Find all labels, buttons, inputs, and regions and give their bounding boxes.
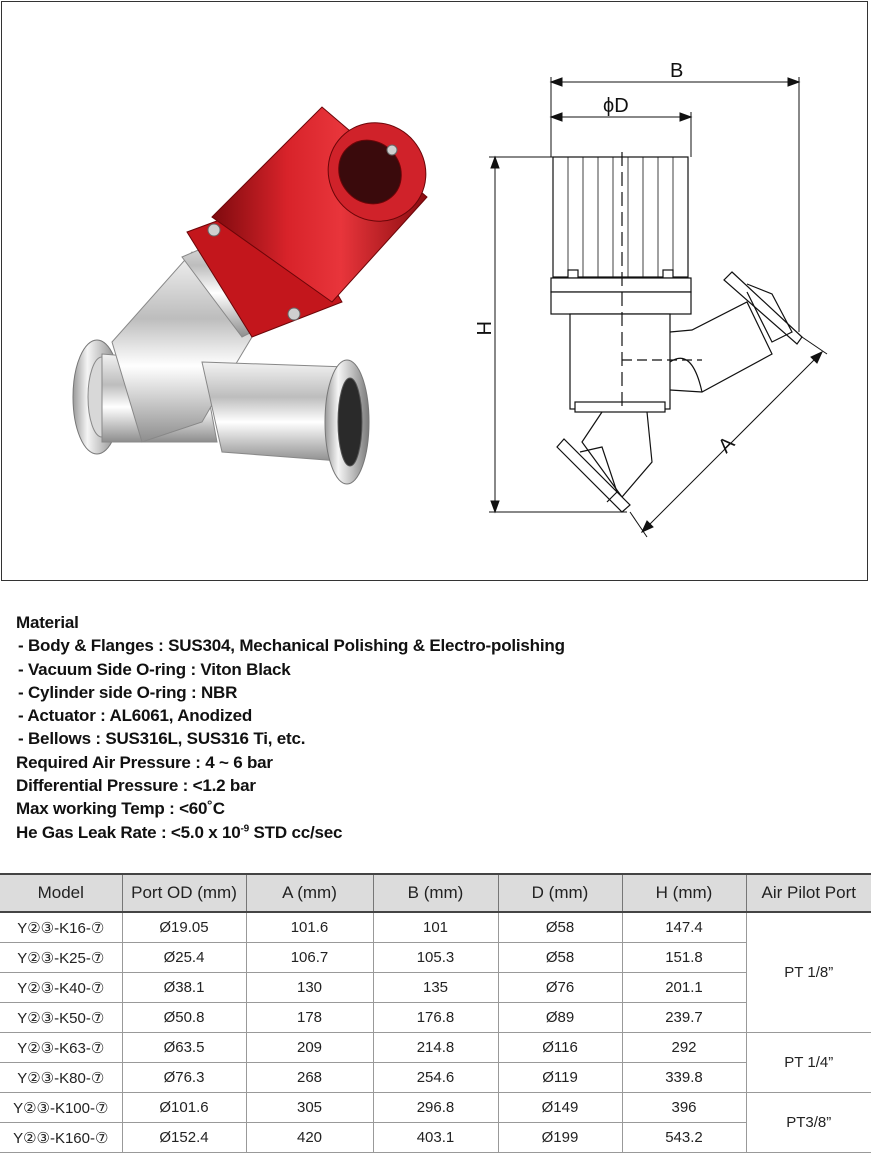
table-cell: 403.1 — [373, 1123, 498, 1153]
table-cell: Ø89 — [498, 1003, 622, 1033]
column-header: Port OD (mm) — [122, 874, 246, 912]
table-row — [0, 912, 871, 943]
table-cell: 209 — [246, 1033, 373, 1063]
table-cell: 101.6 — [246, 912, 373, 943]
material-heading: Material — [16, 613, 79, 632]
table-row — [0, 943, 871, 973]
leak-rate-spec — [16, 821, 856, 844]
material-item: - Actuator : AL6061, Anodized — [18, 706, 253, 726]
material-item: - Body & Flanges : SUS304, Mechanical Polishing & Electro-polishing — [18, 636, 565, 656]
dim-label-phid: ϕD — [603, 95, 629, 117]
leak-rate-exponent: -9 — [240, 823, 250, 835]
table-cell: Ø19.05 — [122, 912, 246, 943]
table-cell: Ø38.1 — [122, 973, 246, 1003]
column-header: D (mm) — [498, 874, 622, 912]
figure-svg — [2, 2, 869, 582]
column-header: A (mm) — [246, 874, 373, 912]
table-cell: Ø116 — [498, 1033, 622, 1063]
table-cell: Y②③-K100-⑦ — [0, 1093, 122, 1123]
table-cell: Ø119 — [498, 1063, 622, 1093]
table-cell: 543.2 — [622, 1123, 746, 1153]
column-header: H (mm) — [622, 874, 746, 912]
dimension-drawing — [551, 152, 802, 512]
table-cell: 396 — [622, 1093, 746, 1123]
pilot-port-cell: PT 1/8” — [746, 912, 871, 1033]
table-row — [0, 1033, 871, 1063]
pilot-port-cell: PT3/8” — [746, 1093, 871, 1153]
table-row — [0, 1123, 871, 1153]
table-cell: Y②③-K160-⑦ — [0, 1123, 122, 1153]
table-cell: Ø25.4 — [122, 943, 246, 973]
table-cell: 176.8 — [373, 1003, 498, 1033]
leak-rate-suffix: STD cc/sec — [249, 822, 343, 842]
table-cell: 201.1 — [622, 973, 746, 1003]
table-cell: 130 — [246, 973, 373, 1003]
specifications — [16, 611, 856, 844]
table-cell: 178 — [246, 1003, 373, 1033]
leak-rate-prefix: He Gas Leak Rate : <5.0 x 10 — [16, 822, 241, 842]
table-cell: 254.6 — [373, 1063, 498, 1093]
table-cell: 296.8 — [373, 1093, 498, 1123]
material-item: - Vacuum Side O-ring : Viton Black — [18, 659, 291, 679]
pilot-port-cell: PT 1/4” — [746, 1033, 871, 1093]
column-header: Model — [0, 874, 122, 912]
dim-label-b: B — [670, 60, 684, 82]
table-cell: Y②③-K40-⑦ — [0, 973, 122, 1003]
table-cell: Ø76 — [498, 973, 622, 1003]
dim-label-h: H — [472, 321, 494, 336]
dim-label-a: A — [714, 432, 740, 458]
table-cell: 105.3 — [373, 943, 498, 973]
table-cell: Ø63.5 — [122, 1033, 246, 1063]
table-cell: Ø152.4 — [122, 1123, 246, 1153]
table-cell: 101 — [373, 912, 498, 943]
table-cell: Y②③-K80-⑦ — [0, 1063, 122, 1093]
table-row — [0, 1003, 871, 1033]
material-item: - Bellows : SUS316L, SUS316 Ti, etc. — [18, 729, 306, 749]
valve-photo — [73, 103, 446, 484]
table-cell: 151.8 — [622, 943, 746, 973]
table-header-row — [0, 874, 871, 912]
table-cell: 292 — [622, 1033, 746, 1063]
table-cell: 147.4 — [622, 912, 746, 943]
table-cell: 106.7 — [246, 943, 373, 973]
table-cell: Y②③-K50-⑦ — [0, 1003, 122, 1033]
table-cell: 135 — [373, 973, 498, 1003]
table-cell: Ø76.3 — [122, 1063, 246, 1093]
table-cell: Ø58 — [498, 943, 622, 973]
differential-pressure-spec: Differential Pressure : <1.2 bar — [16, 776, 256, 796]
table-row — [0, 1093, 871, 1123]
dimensions-table — [0, 873, 871, 1153]
table-cell: Y②③-K25-⑦ — [0, 943, 122, 973]
max-temp-spec: Max working Temp : <60˚C — [16, 799, 225, 819]
table-cell: Ø58 — [498, 912, 622, 943]
table-cell: Y②③-K16-⑦ — [0, 912, 122, 943]
column-header: B (mm) — [373, 874, 498, 912]
table-cell: Ø50.8 — [122, 1003, 246, 1033]
table-cell: 339.8 — [622, 1063, 746, 1093]
column-header: Air Pilot Port — [746, 874, 871, 912]
table-cell: 305 — [246, 1093, 373, 1123]
table-row — [0, 973, 871, 1003]
air-pressure-spec: Required Air Pressure : 4 ~ 6 bar — [16, 752, 273, 772]
table-row — [0, 1063, 871, 1093]
table-cell: 420 — [246, 1123, 373, 1153]
table-cell: Ø199 — [498, 1123, 622, 1153]
table-cell: 268 — [246, 1063, 373, 1093]
table-cell: 214.8 — [373, 1033, 498, 1063]
table-cell: Ø149 — [498, 1093, 622, 1123]
figure-panel — [1, 1, 868, 581]
table-cell: Y②③-K63-⑦ — [0, 1033, 122, 1063]
material-item: - Cylinder side O-ring : NBR — [18, 682, 238, 702]
table-cell: 239.7 — [622, 1003, 746, 1033]
table-cell: Ø101.6 — [122, 1093, 246, 1123]
